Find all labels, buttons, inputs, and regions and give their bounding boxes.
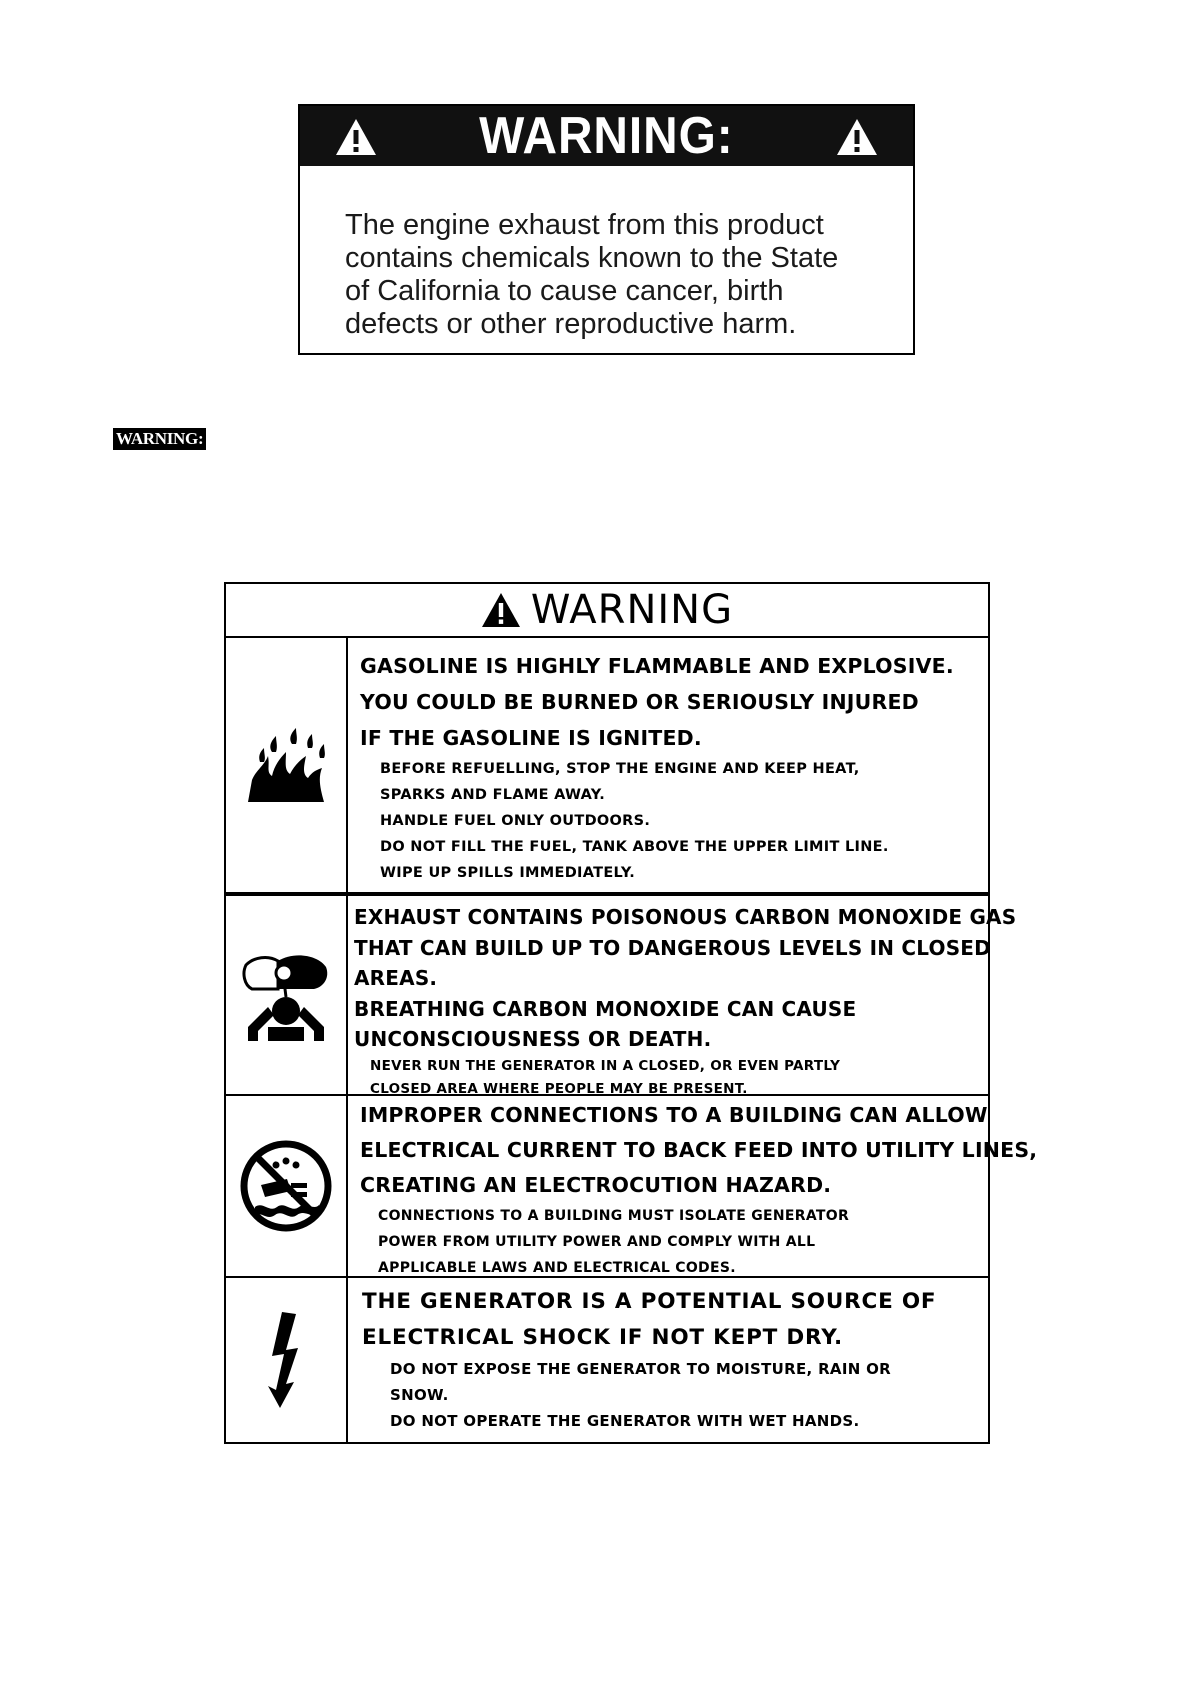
hazard-detail: SPARKS AND FLAME AWAY. (380, 787, 605, 803)
prop65-text-line: contains chemicals known to the State (345, 242, 839, 274)
fire-icon (242, 722, 330, 808)
back-feed-section (226, 1096, 1038, 1278)
prop65-text-line: The engine exhaust from this product (345, 209, 824, 241)
warning-triangle-icon (481, 592, 521, 628)
hazard-headline: ELECTRICAL CURRENT TO BACK FEED INTO UTILITY LINES, (360, 1138, 1038, 1162)
prop65-text-line: of California to cause cancer, birth (345, 275, 784, 307)
hazard-headline: ELECTRICAL SHOCK IF NOT KEPT DRY. (362, 1325, 844, 1350)
hazard-headline: IMPROPER CONNECTIONS TO A BUILDING CAN ALLOW (360, 1103, 988, 1127)
prop65-header (300, 106, 913, 166)
hazard-detail: APPLICABLE LAWS AND ELECTRICAL CODES. (378, 1260, 736, 1276)
hazard-headline: AREAS. (354, 966, 438, 990)
warning-triangle-icon (835, 117, 879, 157)
hazard-detail: NEVER RUN THE GENERATOR IN A CLOSED, OR EVEN PARTLY (370, 1057, 841, 1074)
hazard-headline: UNCONSCIOUSNESS OR DEATH. (354, 1027, 712, 1051)
hazard-headline: IF THE GASOLINE IS IGNITED. (360, 726, 702, 750)
hazard-headline: THAT CAN BUILD UP TO DANGEROUS LEVELS IN CLOSED (354, 935, 991, 960)
prop65-warning-label (298, 104, 915, 355)
hazard-headline: YOU COULD BE BURNED OR SERIOUSLY INJURED (360, 690, 919, 714)
hazard-detail: SNOW. (390, 1386, 449, 1404)
hazard-detail: POWER FROM UTILITY POWER AND COMPLY WITH ALL (378, 1234, 816, 1250)
hazard-detail: DO NOT FILL THE FUEL, TANK ABOVE THE UPPER LIMIT LINE. (380, 839, 889, 855)
fire-hazard-section (226, 638, 988, 894)
generator-warning-label (224, 582, 1038, 1444)
generator-label-header (226, 584, 988, 638)
hazard-detail: DO NOT OPERATE THE GENERATOR WITH WET HANDS. (390, 1412, 860, 1430)
hazard-detail: BEFORE REFUELLING, STOP THE ENGINE AND KEEP HEAT, (380, 761, 860, 777)
hazard-detail: CLOSED AREA WHERE PEOPLE MAY BE PRESENT. (370, 1080, 748, 1097)
carbon-monoxide-section (226, 894, 1017, 1097)
hazard-headline: GASOLINE IS HIGHLY FLAMMABLE AND EXPLOSIVE. (360, 654, 954, 678)
hazard-detail: DO NOT EXPOSE THE GENERATOR TO MOISTURE, RAIN OR (390, 1360, 891, 1378)
hazard-detail: CONNECTIONS TO A BUILDING MUST ISOLATE GENERATOR (378, 1208, 850, 1224)
prop65-text-line: defects or other reproductive harm. (345, 308, 797, 340)
hazard-detail: HANDLE FUEL ONLY OUTDOORS. (380, 813, 651, 829)
hazard-headline: THE GENERATOR IS A POTENTIAL SOURCE OF (362, 1289, 937, 1314)
no-backfeed-icon (239, 1139, 333, 1233)
generator-label-title: WARNING (530, 587, 734, 633)
warning-tag: WARNING: (113, 428, 206, 450)
hazard-headline: EXHAUST CONTAINS POISONOUS CARBON MONOXIDE GAS (354, 905, 1017, 929)
hazard-headline: BREATHING CARBON MONOXIDE CAN CAUSE (354, 996, 857, 1021)
lightning-bolt-icon (264, 1310, 308, 1410)
warning-triangle-icon (334, 117, 378, 157)
electrical-shock-section (226, 1278, 988, 1442)
hazard-headline: CREATING AN ELECTROCUTION HAZARD. (360, 1173, 832, 1197)
toxic-gas-person-icon (238, 945, 334, 1045)
prop65-title: WARNING: (479, 107, 734, 165)
hazard-detail: WIPE UP SPILLS IMMEDIATELY. (380, 865, 636, 881)
prop65-body (300, 166, 913, 341)
